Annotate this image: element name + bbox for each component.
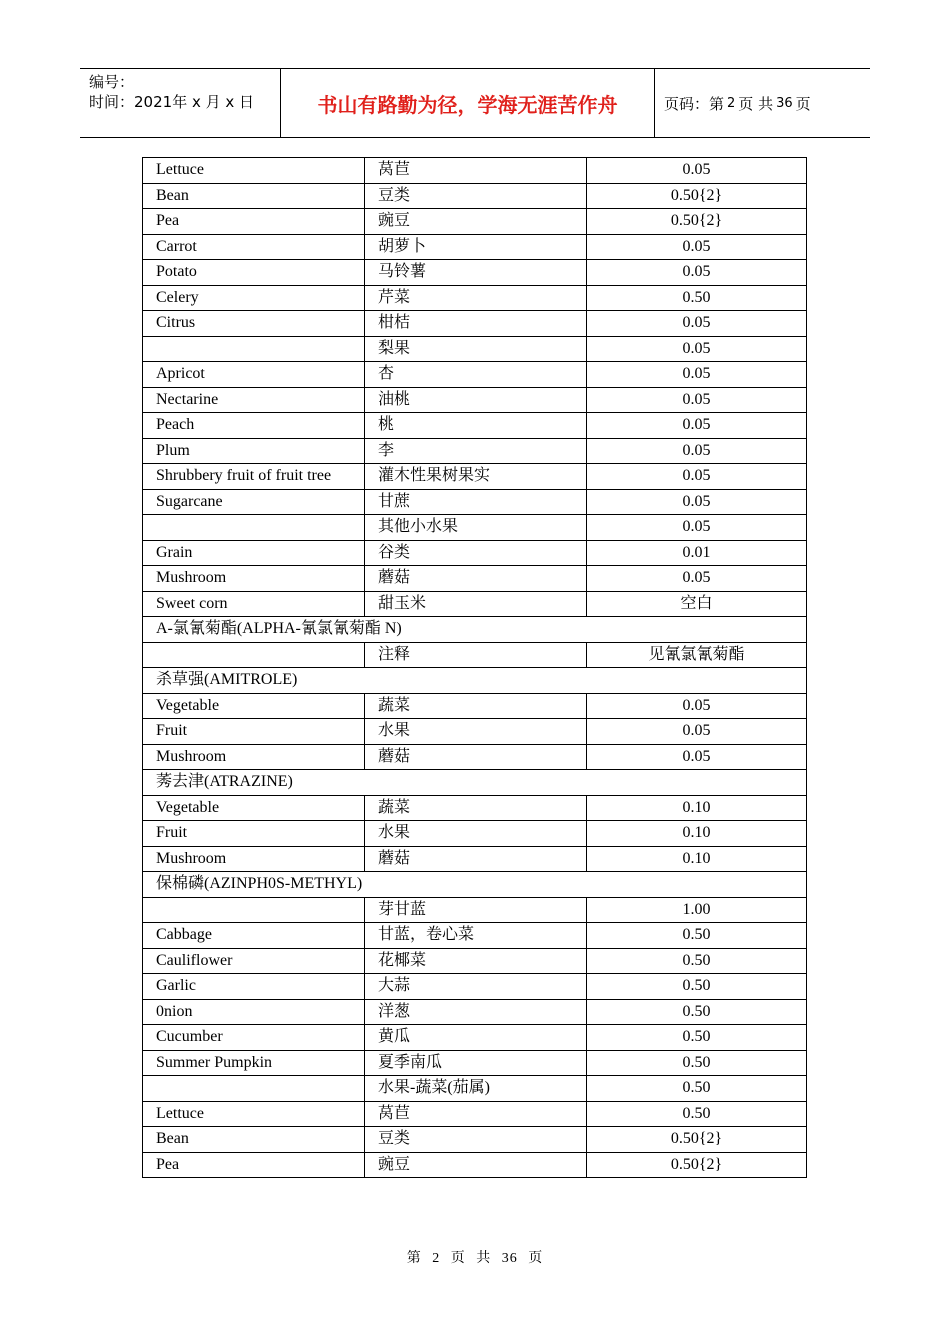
crop-english-cell: Pea: [143, 1152, 365, 1178]
crop-chinese-cell: 梨果: [365, 336, 587, 362]
footer-word-3: 共: [476, 1251, 492, 1266]
crop-chinese-cell: 胡萝卜: [365, 234, 587, 260]
crop-english-cell: Carrot: [143, 234, 365, 260]
crop-english-cell: [143, 642, 365, 668]
footer-word-2: 页: [450, 1251, 466, 1266]
section-header-row: [143, 668, 807, 694]
limit-value-cell: 0.50{2}: [587, 1152, 807, 1178]
crop-chinese-cell: 甘蓝，卷心菜: [365, 923, 587, 949]
crop-chinese-cell: 黄瓜: [365, 1025, 587, 1051]
limit-value-cell: 0.10: [587, 821, 807, 847]
limit-value-cell: 0.50{2}: [587, 1127, 807, 1153]
page-mid: 页 共: [738, 94, 774, 113]
crop-chinese-cell: 夏季南瓜: [365, 1050, 587, 1076]
table-row: [143, 489, 807, 515]
crop-english-cell: Summer Pumpkin: [143, 1050, 365, 1076]
crop-chinese-cell: 注释: [365, 642, 587, 668]
limit-value-cell: 0.05: [587, 336, 807, 362]
crop-english-cell: [143, 515, 365, 541]
crop-chinese-cell: 甘蔗: [365, 489, 587, 515]
crop-english-cell: Garlic: [143, 974, 365, 1000]
limit-value-cell: 0.50: [587, 923, 807, 949]
limit-value-cell: 0.50{2}: [587, 183, 807, 209]
footer-page-total: 36: [501, 1251, 518, 1266]
table-row: [143, 1025, 807, 1051]
table-row: [143, 1101, 807, 1127]
table-row: [143, 311, 807, 337]
residue-limits-table: [142, 157, 807, 1178]
header-page-info: [655, 69, 870, 137]
table-row: [143, 566, 807, 592]
header-meta: [80, 69, 281, 137]
crop-english-cell: [143, 1076, 365, 1102]
table-row: [143, 285, 807, 311]
time-label: 时间：: [89, 93, 135, 111]
header-motto: 书山有路勤为径，学海无涯苦作舟: [281, 69, 655, 137]
table-row: [143, 846, 807, 872]
limit-value-cell: 0.01: [587, 540, 807, 566]
page-footer: [0, 1247, 950, 1267]
section-header-row: [143, 617, 807, 643]
limit-value-cell: 0.50: [587, 1076, 807, 1102]
limit-value-cell: 0.50: [587, 1050, 807, 1076]
crop-english-cell: 0nion: [143, 999, 365, 1025]
crop-chinese-cell: 谷类: [365, 540, 587, 566]
limit-value-cell: 0.05: [587, 260, 807, 286]
table-row: [143, 974, 807, 1000]
table-row: [143, 821, 807, 847]
crop-chinese-cell: 洋葱: [365, 999, 587, 1025]
limit-value-cell: 0.50: [587, 948, 807, 974]
table-row: [143, 362, 807, 388]
limit-value-cell: 0.50{2}: [587, 209, 807, 235]
crop-chinese-cell: 豆类: [365, 1127, 587, 1153]
crop-chinese-cell: 蔬菜: [365, 795, 587, 821]
section-title: 杀草强(AMITROLE): [143, 668, 807, 694]
table-row: [143, 897, 807, 923]
limit-value-cell: 0.05: [587, 387, 807, 413]
crop-english-cell: Peach: [143, 413, 365, 439]
crop-english-cell: Bean: [143, 183, 365, 209]
crop-chinese-cell: 水果: [365, 719, 587, 745]
crop-chinese-cell: 马铃薯: [365, 260, 587, 286]
crop-chinese-cell: 蘑菇: [365, 744, 587, 770]
crop-chinese-cell: 水果: [365, 821, 587, 847]
limit-value-cell: 0.05: [587, 489, 807, 515]
limit-value-cell: 0.05: [587, 719, 807, 745]
crop-english-cell: Sugarcane: [143, 489, 365, 515]
limit-value-cell: 见氰氯氰菊酯: [587, 642, 807, 668]
table-row: [143, 1050, 807, 1076]
crop-english-cell: Bean: [143, 1127, 365, 1153]
table-row: [143, 795, 807, 821]
table-row: [143, 260, 807, 286]
crop-english-cell: Citrus: [143, 311, 365, 337]
crop-english-cell: Cabbage: [143, 923, 365, 949]
table-row: [143, 642, 807, 668]
crop-english-cell: [143, 336, 365, 362]
table-row: [143, 438, 807, 464]
table-row: [143, 591, 807, 617]
footer-word-4: 页: [528, 1251, 544, 1266]
table-row: [143, 999, 807, 1025]
limit-value-cell: 0.05: [587, 311, 807, 337]
table-row: [143, 158, 807, 184]
crop-chinese-cell: 花椰菜: [365, 948, 587, 974]
time-line: [89, 92, 280, 112]
table-row: [143, 744, 807, 770]
crop-english-cell: Mushroom: [143, 846, 365, 872]
limit-value-cell: 0.50: [587, 1025, 807, 1051]
crop-english-cell: Cauliflower: [143, 948, 365, 974]
crop-chinese-cell: 豌豆: [365, 209, 587, 235]
section-header-row: [143, 872, 807, 898]
crop-chinese-cell: 油桃: [365, 387, 587, 413]
time-rest: 年 x 月 x 日: [172, 93, 255, 111]
table-row: [143, 719, 807, 745]
crop-english-cell: Pea: [143, 209, 365, 235]
crop-chinese-cell: 莴苣: [365, 158, 587, 184]
crop-chinese-cell: 蔬菜: [365, 693, 587, 719]
limit-value-cell: 0.05: [587, 234, 807, 260]
crop-chinese-cell: 水果-蔬菜(茄属): [365, 1076, 587, 1102]
crop-english-cell: Grain: [143, 540, 365, 566]
limit-value-cell: 0.50: [587, 285, 807, 311]
table-row: [143, 693, 807, 719]
crop-english-cell: Lettuce: [143, 1101, 365, 1127]
crop-chinese-cell: 豌豆: [365, 1152, 587, 1178]
limit-value-cell: 0.05: [587, 438, 807, 464]
section-title: 莠去津(ATRAZINE): [143, 770, 807, 796]
crop-english-cell: Vegetable: [143, 693, 365, 719]
table-row: [143, 387, 807, 413]
limit-value-cell: 0.05: [587, 744, 807, 770]
time-year: 2021: [134, 93, 173, 111]
limit-value-cell: 0.50: [587, 999, 807, 1025]
limit-value-cell: 0.10: [587, 795, 807, 821]
limit-value-cell: 0.05: [587, 158, 807, 184]
table-row: [143, 948, 807, 974]
crop-chinese-cell: 桃: [365, 413, 587, 439]
table-row: [143, 515, 807, 541]
crop-english-cell: Lettuce: [143, 158, 365, 184]
limit-value-cell: 0.05: [587, 413, 807, 439]
limit-value-cell: 空白: [587, 591, 807, 617]
crop-chinese-cell: 豆类: [365, 183, 587, 209]
limit-value-cell: 0.05: [587, 464, 807, 490]
crop-english-cell: Fruit: [143, 821, 365, 847]
crop-english-cell: Apricot: [143, 362, 365, 388]
crop-english-cell: [143, 897, 365, 923]
crop-chinese-cell: 灌木性果树果实: [365, 464, 587, 490]
crop-chinese-cell: 甜玉米: [365, 591, 587, 617]
table-row: [143, 209, 807, 235]
crop-english-cell: Sweet corn: [143, 591, 365, 617]
page-suffix: 页: [795, 94, 811, 113]
crop-chinese-cell: 李: [365, 438, 587, 464]
limit-value-cell: 0.05: [587, 515, 807, 541]
table-row: [143, 1076, 807, 1102]
crop-chinese-cell: 蘑菇: [365, 566, 587, 592]
crop-english-cell: Cucumber: [143, 1025, 365, 1051]
page-prefix: 页码：第: [664, 94, 725, 113]
table-row: [143, 413, 807, 439]
footer-page-number: 2: [432, 1251, 441, 1266]
crop-english-cell: Mushroom: [143, 744, 365, 770]
crop-chinese-cell: 莴苣: [365, 1101, 587, 1127]
crop-english-cell: Shrubbery fruit of fruit tree: [143, 464, 365, 490]
crop-english-cell: Fruit: [143, 719, 365, 745]
crop-chinese-cell: 杏: [365, 362, 587, 388]
limit-value-cell: 1.00: [587, 897, 807, 923]
page-number: 2: [727, 95, 736, 111]
table-row: [143, 923, 807, 949]
code-label: 编号：: [89, 73, 135, 91]
limit-value-cell: 0.05: [587, 362, 807, 388]
crop-english-cell: Potato: [143, 260, 365, 286]
table-row: [143, 234, 807, 260]
table-row: [143, 1127, 807, 1153]
crop-chinese-cell: 芽甘蓝: [365, 897, 587, 923]
limit-value-cell: 0.05: [587, 566, 807, 592]
crop-english-cell: Plum: [143, 438, 365, 464]
section-title: A-氯氰菊酯(ALPHA-氰氯氰菊酯 N): [143, 617, 807, 643]
crop-chinese-cell: 芹菜: [365, 285, 587, 311]
crop-english-cell: Celery: [143, 285, 365, 311]
section-title: 保棉磷(AZINPH0S-METHYL): [143, 872, 807, 898]
limit-value-cell: 0.05: [587, 693, 807, 719]
crop-chinese-cell: 大蒜: [365, 974, 587, 1000]
page-header: [80, 68, 870, 138]
page-total: 36: [776, 95, 793, 111]
crop-chinese-cell: 蘑菇: [365, 846, 587, 872]
footer-word-1: 第: [406, 1251, 422, 1266]
table-row: [143, 1152, 807, 1178]
crop-chinese-cell: 柑桔: [365, 311, 587, 337]
crop-chinese-cell: 其他小水果: [365, 515, 587, 541]
limit-value-cell: 0.10: [587, 846, 807, 872]
crop-english-cell: Nectarine: [143, 387, 365, 413]
crop-english-cell: Mushroom: [143, 566, 365, 592]
limit-value-cell: 0.50: [587, 1101, 807, 1127]
table-row: [143, 336, 807, 362]
table-row: [143, 540, 807, 566]
table-row: [143, 464, 807, 490]
section-header-row: [143, 770, 807, 796]
crop-english-cell: Vegetable: [143, 795, 365, 821]
limit-value-cell: 0.50: [587, 974, 807, 1000]
table-row: [143, 183, 807, 209]
